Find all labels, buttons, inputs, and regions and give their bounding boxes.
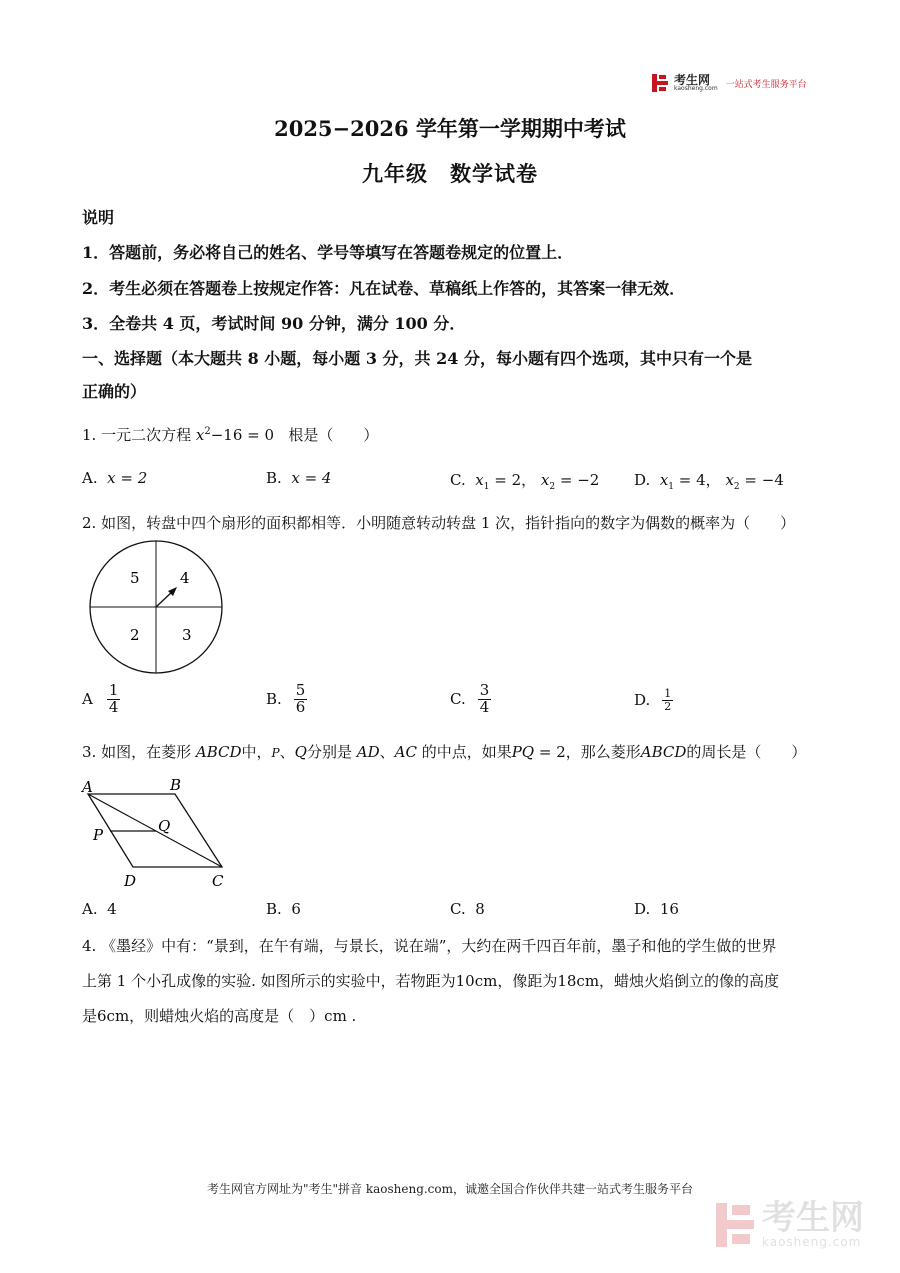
q2-option-c[interactable]: C. $\frac{3}{4}$ — [450, 681, 490, 716]
fraction: $\frac{5}{6}$ — [295, 681, 306, 716]
q2-option-a[interactable]: A $\frac{1}{4}$ — [82, 681, 119, 716]
rhombus-figure — [78, 774, 238, 892]
q3-option-d[interactable]: D. 16 — [634, 900, 679, 918]
q1-option-b[interactable]: B. x = 4 — [266, 469, 332, 487]
instructions-heading: 说明 — [82, 208, 115, 227]
watermark-name: 考生网 — [762, 1198, 864, 1238]
spinner-number: 5 — [130, 569, 140, 587]
vertex-label-d: D — [124, 872, 137, 890]
vertex-label-b: B — [170, 776, 182, 794]
question-2: 2. 如图，转盘中四个扇形的面积都相等．小明随意转动转盘 1 次，指针指向的数字为偶数的概率为（ ） — [82, 514, 796, 532]
vertex-label-c: C — [212, 872, 224, 890]
q3-option-b[interactable]: B. 6 — [266, 900, 301, 918]
q3-option-a[interactable]: A. 4 — [82, 900, 117, 918]
logo-text — [674, 74, 718, 92]
spinner-figure — [88, 540, 228, 676]
watermark-logo-icon — [716, 1203, 754, 1247]
instruction-item: 2．考生必须在答题卷上按规定作答：凡在试卷、草稿纸上作答的，其答案一律无效． — [82, 279, 686, 298]
exam-title: 2025−2026 学年第一学期期中考试 — [274, 116, 626, 141]
q1-option-a[interactable]: A. x = 2 — [82, 469, 148, 487]
q3-option-c[interactable]: C. 8 — [450, 900, 485, 918]
watermark — [716, 1198, 864, 1249]
spinner-number: 2 — [130, 626, 140, 644]
q1-option-c[interactable]: C. $x_1 = 2$， $x_2 = -2$ — [450, 471, 600, 492]
question-4-line-2: 上第 1 个小孔成像的实验. 如图所示的实验中，若物距为10cm，像距为18cm，蜡烛火焰倒立的像的高度 — [82, 972, 780, 990]
vertex-label-a: A — [82, 778, 93, 796]
spinner-number: 4 — [180, 569, 190, 587]
question-4-line-3: 是6cm，则蜡烛火焰的高度是（ ）cm . — [82, 1007, 357, 1025]
logo-domain: kaosheng.com — [674, 85, 718, 92]
section-heading: 一、选择题（本大题共 8 小题，每小题 3 分，共 24 分，每小题有四个选项，其中只有一个是 — [82, 349, 752, 368]
fraction: $\frac{1}{4}$ — [108, 681, 119, 716]
fraction: $\frac{1}{2}$ — [664, 687, 672, 713]
page-footer: 考生网官方网址为"考生"拼音 kaosheng.com，诚邀全国合作伙伴共建一站式考生服务平台 — [206, 1182, 694, 1196]
point-label-q: Q — [158, 817, 171, 835]
logo-name: 考生网 — [674, 73, 711, 87]
question-4-line-1: 4. 《墨经》中有：“景到，在午有端，与景长，说在端”，大约在两千四百年前，墨子和他的学生做的世界 — [82, 937, 777, 955]
fraction: $\frac{3}{4}$ — [479, 681, 490, 716]
exam-subtitle: 九年级 数学试卷 — [362, 161, 538, 186]
q1-option-d[interactable]: D. $x_1 = 4$， $x_2 = -4$ — [634, 471, 784, 492]
kaosheng-logo-icon — [652, 74, 668, 92]
section-heading-cont: 正确的） — [82, 382, 147, 401]
logo-slogan: 一站式考生服务平台 — [725, 79, 807, 90]
instruction-item: 1．答题前，务必将自己的姓名、学号等填写在答题卷规定的位置上． — [82, 243, 574, 262]
point-label-p: P — [93, 826, 104, 844]
question-1: 1. 一元二次方程 $x^2-16 = 0$ 根是（ ） — [82, 426, 379, 444]
watermark-domain: kaosheng.com — [762, 1235, 862, 1249]
instruction-item: 3．全卷共 4 页，考试时间 90 分钟，满分 100 分． — [82, 314, 466, 333]
header-logo[interactable] — [652, 74, 807, 92]
question-3: 3. 如图，在菱形 ABCD中，P、Q分别是 AD、AC 的中点，如果PQ = 2，那么菱形ABCD的周长是（ ） — [82, 743, 807, 761]
watermark-text — [762, 1198, 864, 1249]
q2-option-b[interactable]: B. $\frac{5}{6}$ — [266, 681, 306, 716]
q2-option-d[interactable]: D. $\frac{1}{2}$ — [634, 687, 672, 713]
spinner-number: 3 — [182, 626, 192, 644]
